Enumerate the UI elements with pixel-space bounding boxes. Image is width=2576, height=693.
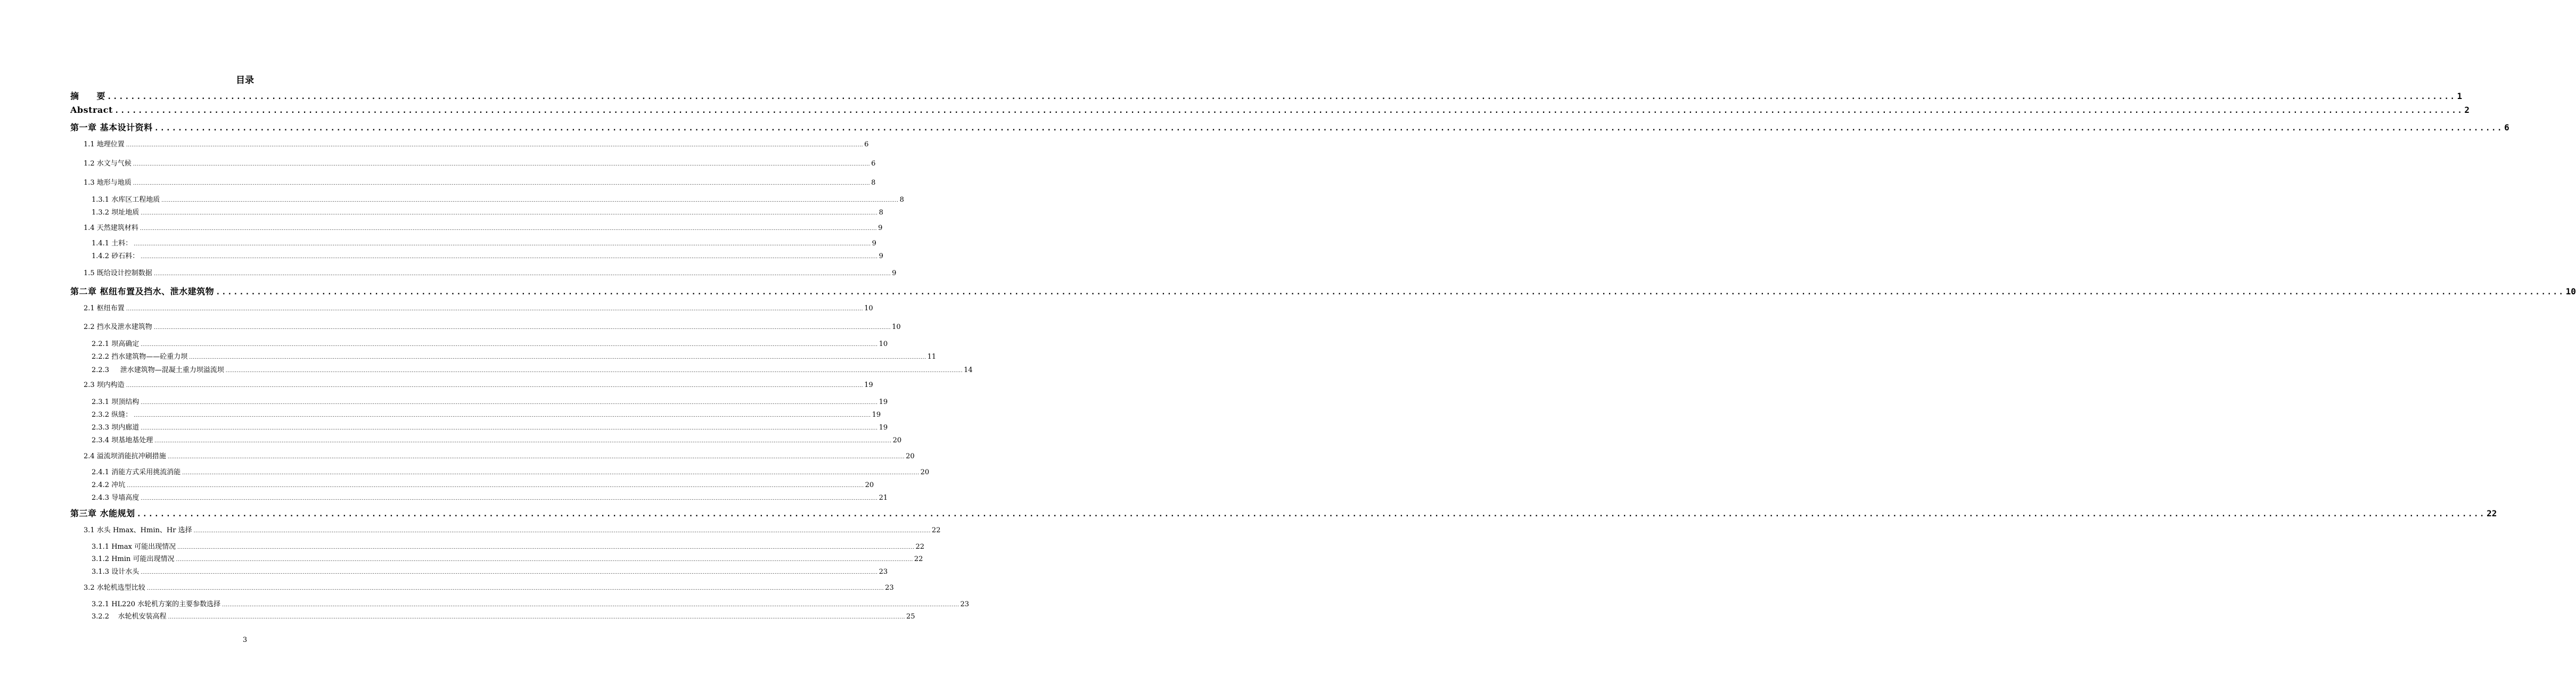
toc-subsection-entry[interactable] xyxy=(92,610,915,621)
toc-subsection-entry[interactable] xyxy=(92,479,874,489)
toc-dot-leader: ................................................................................................................................................................................................................................................................................................................................................................................................................ xyxy=(134,242,871,247)
toc-entry-label: 2.3.3 坝内廊道 xyxy=(92,424,140,432)
toc-entry-label: 2.2.1 坝高确定 xyxy=(92,340,140,348)
toc-section-entry[interactable] xyxy=(84,321,901,331)
toc-entry-page: 2 xyxy=(2464,105,2470,115)
toc-dot-leader: ................................................................................................................................................................................................................................................................................................................................................................................................................ xyxy=(141,570,878,575)
toc-dot-leader: ................................................................................................................................................................................................................................................................................................................................................................................................................ xyxy=(141,400,878,406)
toc-entry-page: 20 xyxy=(865,481,874,489)
toc-dot-leader: ................................................................................................................................................................................................................................................................................................................................................................................................................ xyxy=(136,510,2486,518)
toc-entry-label: 2.4.2 冲坑 xyxy=(92,481,126,489)
toc-entry-page: 14 xyxy=(964,366,973,374)
toc-entry-label: 1.3.2 坝址地质 xyxy=(92,209,140,217)
toc-entry-label: 第二章 枢纽布置及挡水、泄水建筑物 xyxy=(70,286,215,296)
toc-entry-label: 3.2.2 水轮机安装高程 xyxy=(92,613,167,621)
toc-entry-label: 2.4 溢流坝消能抗冲刷措施 xyxy=(84,452,166,460)
toc-entry-page: 21 xyxy=(879,494,888,502)
toc-entry-label: 1.1 地理位置 xyxy=(84,141,125,148)
toc-entry-label: 1.5 既给设计控制数据 xyxy=(84,269,152,277)
toc-dot-leader: ................................................................................................................................................................................................................................................................................................................................................................................................................ xyxy=(126,383,864,389)
toc-entry-label: 2.3 坝内构造 xyxy=(84,381,125,389)
toc-entry-page: 10 xyxy=(879,340,888,348)
toc-dot-leader: ................................................................................................................................................................................................................................................................................................................................................................................................................ xyxy=(154,124,2504,133)
toc-entry-label: 1.4.2 砂石料： xyxy=(92,252,140,260)
toc-subsection-entry[interactable] xyxy=(92,553,923,563)
toc-entry-label: 3.1.3 设计水头 xyxy=(92,568,140,576)
toc-title: 目录 xyxy=(236,75,254,86)
toc-entry-page: 10 xyxy=(2565,286,2576,296)
toc-entry-label: 2.3.4 坝基地基处理 xyxy=(92,436,153,444)
toc-dot-leader: ................................................................................................................................................................................................................................................................................................................................................................................................................ xyxy=(133,181,871,186)
toc-entry-page: 20 xyxy=(892,436,902,444)
toc-dot-leader: ................................................................................................................................................................................................................................................................................................................................................................................................................ xyxy=(133,162,871,167)
toc-dot-leader: ................................................................................................................................................................................................................................................................................................................................................................................................................ xyxy=(154,439,892,444)
toc-entry-label: 摘 要 xyxy=(70,91,106,101)
toc-dot-leader: ................................................................................................................................................................................................................................................................................................................................................................................................................ xyxy=(153,325,891,331)
toc-entry-page: 23 xyxy=(960,600,970,608)
toc-dot-leader: ................................................................................................................................................................................................................................................................................................................................................................................................................ xyxy=(189,355,926,360)
toc-entry-label: 1.2 水文与气候 xyxy=(84,160,132,168)
toc-dot-leader: ................................................................................................................................................................................................................................................................................................................................................................................................................ xyxy=(193,529,931,534)
toc-entry-page: 11 xyxy=(927,353,937,361)
toc-dot-leader: ................................................................................................................................................................................................................................................................................................................................................................................................................ xyxy=(141,496,878,501)
toc-section-entry[interactable] xyxy=(84,177,876,187)
toc-subsection-entry[interactable] xyxy=(92,396,888,406)
toc-subsection-entry[interactable] xyxy=(92,466,930,476)
toc-subsection-entry[interactable] xyxy=(92,364,973,374)
toc-section-entry[interactable] xyxy=(84,267,897,277)
toc-section-entry[interactable] xyxy=(84,302,873,312)
toc-subsection-entry[interactable] xyxy=(92,237,876,248)
toc-entry-label: 3.2 水轮机选型比较 xyxy=(84,584,145,592)
toc-entry-page: 20 xyxy=(906,452,915,460)
toc-section-entry[interactable] xyxy=(84,450,915,460)
toc-chapter-entry[interactable] xyxy=(70,285,2576,297)
toc-entry-page: 9 xyxy=(872,240,876,248)
toc-entry-label: 第三章 水能规划 xyxy=(70,508,135,518)
toc-dot-leader: ................................................................................................................................................................................................................................................................................................................................................................................................................ xyxy=(127,483,864,489)
toc-entry-page: 19 xyxy=(872,411,881,419)
toc-entry-label: 2.4.3 导墙高度 xyxy=(92,494,140,502)
toc-subsection-entry[interactable] xyxy=(92,207,883,217)
toc-entry-label: 2.2.2 挡水建筑物——砼重力坝 xyxy=(92,353,188,361)
toc-dot-leader: ................................................................................................................................................................................................................................................................................................................................................................................................................ xyxy=(126,143,864,148)
toc-dot-leader: ................................................................................................................................................................................................................................................................................................................................................................................................................ xyxy=(168,615,905,620)
toc-dot-leader: ................................................................................................................................................................................................................................................................................................................................................................................................................ xyxy=(161,198,899,203)
toc-dot-leader: ................................................................................................................................................................................................................................................................................................................................................................................................................ xyxy=(167,455,905,460)
toc-entry-page: 6 xyxy=(871,160,876,168)
toc-dot-leader: ................................................................................................................................................................................................................................................................................................................................................................................................................ xyxy=(225,368,963,374)
toc-entry-page: 8 xyxy=(871,179,876,187)
toc-section-entry[interactable] xyxy=(84,379,873,389)
toc-entry-label: 3.2.1 HL220 水轮机方案的主要参数选择 xyxy=(92,600,221,608)
toc-entry-page: 25 xyxy=(906,613,915,621)
toc-entry-label: 1.3.1 水库区工程地质 xyxy=(92,196,160,204)
toc-entry-page: 10 xyxy=(864,304,873,312)
toc-subsection-entry[interactable] xyxy=(92,541,924,551)
toc-subsection-entry[interactable] xyxy=(92,250,883,260)
toc-dot-leader: ................................................................................................................................................................................................................................................................................................................................................................................................................ xyxy=(176,557,913,563)
toc-entry-page: 8 xyxy=(899,196,904,204)
toc-dot-leader: ................................................................................................................................................................................................................................................................................................................................................................................................................ xyxy=(140,226,877,232)
toc-entry-page: 22 xyxy=(915,543,924,551)
toc-section-entry[interactable] xyxy=(84,138,869,148)
toc-chapter-entry[interactable] xyxy=(70,105,2470,115)
toc-subsection-entry[interactable] xyxy=(92,409,881,419)
toc-dot-leader: ................................................................................................................................................................................................................................................................................................................................................................................................................ xyxy=(141,211,878,216)
toc-dot-leader: ................................................................................................................................................................................................................................................................................................................................................................................................................ xyxy=(134,413,871,418)
toc-entry-label: 2.2 挡水及泄水建筑物 xyxy=(84,323,152,331)
toc-dot-leader: ................................................................................................................................................................................................................................................................................................................................................................................................................ xyxy=(216,288,2565,296)
toc-subsection-entry[interactable] xyxy=(92,434,902,444)
toc-dot-leader: ................................................................................................................................................................................................................................................................................................................................................................................................................ xyxy=(114,106,2464,115)
toc-dot-leader: ................................................................................................................................................................................................................................................................................................................................................................................................................ xyxy=(107,93,2456,101)
toc-entry-label: 3.1.1 Hmax 可能出现情况 xyxy=(92,543,176,551)
toc-entry-label: 2.4.1 消能方式采用挑流消能 xyxy=(92,468,181,476)
toc-subsection-entry[interactable] xyxy=(92,194,904,204)
toc-entry-label: 3.1 水头 Hmax、Hmin、Hr 选择 xyxy=(84,526,192,534)
toc-section-entry[interactable] xyxy=(84,524,941,534)
toc-entry-label: 2.3.1 坝顶结构 xyxy=(92,398,140,406)
toc-entry-page: 9 xyxy=(879,252,883,260)
toc-chapter-entry[interactable] xyxy=(70,507,2497,519)
toc-entry-page: 22 xyxy=(914,555,923,563)
toc-dot-leader: ................................................................................................................................................................................................................................................................................................................................................................................................................ xyxy=(182,471,920,476)
toc-entry-page: 22 xyxy=(931,526,941,534)
toc-entry-page: 19 xyxy=(864,381,873,389)
toc-entry-page: 23 xyxy=(885,584,894,592)
toc-subsection-entry[interactable] xyxy=(92,338,888,348)
toc-entry-page: 20 xyxy=(920,468,930,476)
toc-entry-label: 2.3.2 纵缝： xyxy=(92,411,133,419)
toc-subsection-entry[interactable] xyxy=(92,566,888,576)
toc-entry-page: 1 xyxy=(2457,91,2463,101)
toc-entry-label: Abstract xyxy=(70,105,113,115)
toc-chapter-entry[interactable] xyxy=(70,89,2463,102)
toc-section-entry[interactable] xyxy=(84,222,883,232)
toc-subsection-entry[interactable] xyxy=(92,598,970,608)
toc-entry-page: 10 xyxy=(892,323,901,331)
toc-dot-leader: ................................................................................................................................................................................................................................................................................................................................................................................................................ xyxy=(222,603,959,608)
toc-section-entry[interactable] xyxy=(84,158,876,168)
toc-entry-label: 1.4.1 土料： xyxy=(92,240,133,248)
toc-entry-page: 8 xyxy=(879,209,883,217)
toc-entry-page: 6 xyxy=(864,141,869,148)
toc-entry-page: 6 xyxy=(2504,122,2509,133)
toc-entry-label: 第一章 基本设计资料 xyxy=(70,122,153,133)
toc-chapter-entry[interactable] xyxy=(70,121,2509,133)
toc-dot-leader: ................................................................................................................................................................................................................................................................................................................................................................................................................ xyxy=(141,342,878,348)
toc-entry-label: 2.2.3 泄水建筑物—混凝土重力坝溢流坝 xyxy=(92,366,224,374)
toc-entry-page: 23 xyxy=(879,568,888,576)
toc-entry-page: 9 xyxy=(878,224,883,232)
toc-entry-page: 19 xyxy=(879,398,888,406)
toc-dot-leader: ................................................................................................................................................................................................................................................................................................................................................................................................................ xyxy=(177,545,915,550)
toc-dot-leader: ................................................................................................................................................................................................................................................................................................................................................................................................................ xyxy=(141,254,878,260)
toc-dot-leader: ................................................................................................................................................................................................................................................................................................................................................................................................................ xyxy=(141,426,878,431)
toc-entry-label: 1.3 地形与地质 xyxy=(84,179,132,187)
toc-entry-label: 2.1 枢纽布置 xyxy=(84,304,125,312)
toc-dot-leader: ................................................................................................................................................................................................................................................................................................................................................................................................................ xyxy=(153,271,891,277)
toc-subsection-entry[interactable] xyxy=(92,492,888,502)
toc-dot-leader: ................................................................................................................................................................................................................................................................................................................................................................................................................ xyxy=(146,586,884,591)
toc-entry-label: 3.1.2 Hmin 可能出现情况 xyxy=(92,555,175,563)
toc-subsection-entry[interactable] xyxy=(92,351,937,361)
toc-entry-page: 9 xyxy=(892,269,897,277)
toc-subsection-entry[interactable] xyxy=(92,422,888,432)
page-number: 3 xyxy=(242,636,248,644)
toc-entry-page: 22 xyxy=(2487,508,2497,518)
toc-dot-leader: ................................................................................................................................................................................................................................................................................................................................................................................................................ xyxy=(126,307,864,312)
toc-entry-label: 1.4 天然建筑材料 xyxy=(84,224,138,232)
toc-section-entry[interactable] xyxy=(84,582,894,592)
toc-entry-page: 19 xyxy=(879,424,888,432)
